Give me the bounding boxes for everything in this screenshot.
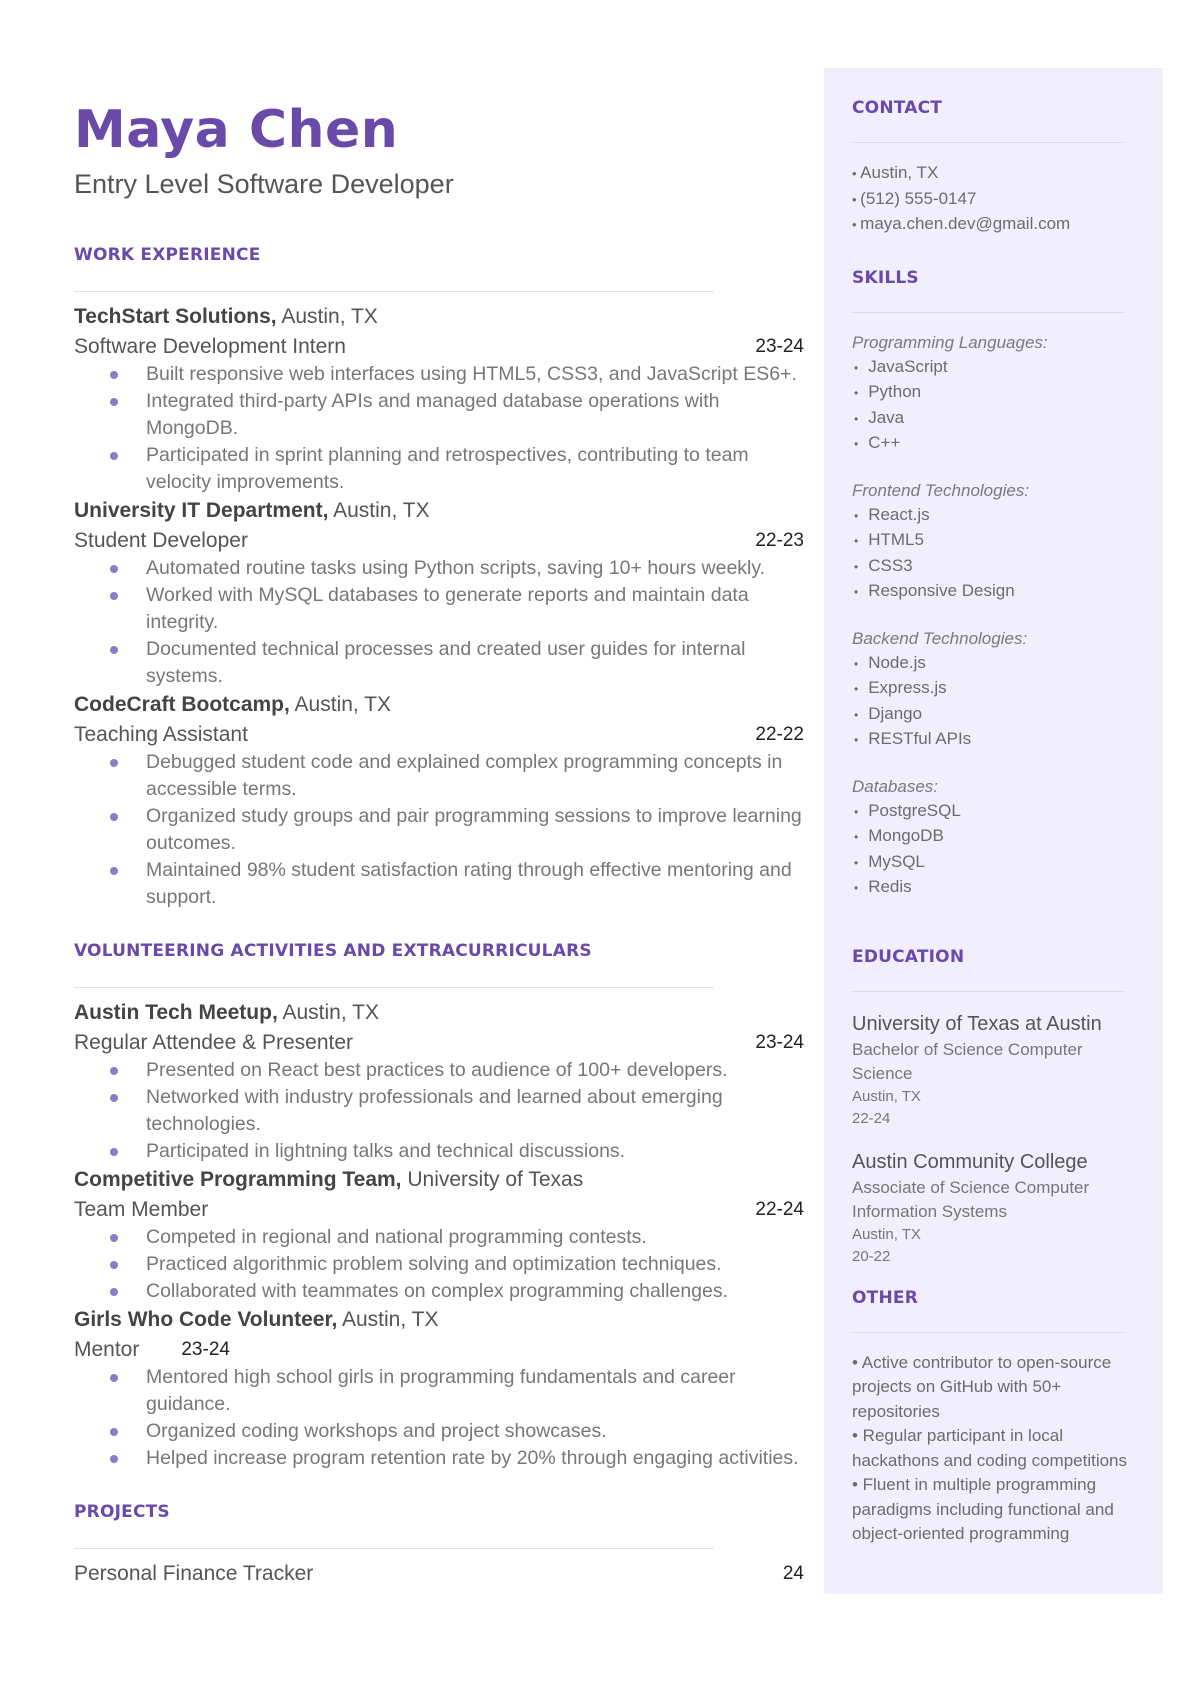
divider	[74, 987, 714, 988]
skill-item: • Redis	[852, 875, 1135, 901]
skill-group	[852, 775, 1135, 901]
divider	[852, 991, 1124, 992]
location: Austin, TX	[294, 693, 392, 716]
bullet-item: Participated in lightning talks and technical discussions.	[146, 1138, 804, 1165]
bullet-item: Practiced algorithmic problem solving and optimization techniques.	[146, 1251, 804, 1278]
organization: Austin Tech Meetup,	[74, 1001, 278, 1024]
date: 23-24	[755, 1032, 804, 1053]
bullet-list	[74, 749, 804, 911]
bullet-item: Helped increase program retention rate by 20% through engaging activities.	[146, 1445, 804, 1472]
date: 22-24	[755, 1199, 804, 1220]
bullet-item: Documented technical processes and created user guides for internal systems.	[146, 636, 804, 690]
section-title: WORK EXPERIENCE	[74, 245, 261, 265]
date: 22-22	[755, 724, 804, 745]
skill-item: • CSS3	[852, 554, 1135, 580]
role: Regular Attendee & Presenter	[74, 1031, 354, 1054]
divider	[852, 312, 1124, 313]
skill-category: Frontend Technologies:	[852, 480, 1030, 500]
work-entry	[74, 302, 804, 496]
bullet-item: Mentored high school girls in programming fundamentals and career guidance.	[146, 1364, 804, 1418]
other-item: • Active contributor to open-source projects on GitHub with 50+ repositories	[852, 1352, 1112, 1421]
bullet-item: Maintained 98% student satisfaction rating through effective mentoring and support.	[146, 857, 804, 911]
other-item: • Regular participant in local hackathons and coding competitions	[852, 1426, 1128, 1470]
section-title: CONTACT	[852, 98, 943, 118]
skill-item: • MongoDB	[852, 824, 1135, 850]
divider	[74, 1548, 714, 1549]
bullet-item: Automated routine tasks using Python scripts, saving 10+ hours weekly.	[146, 555, 804, 582]
skill-item: • Python	[852, 380, 1135, 406]
school-name: University of Texas at Austin	[852, 1012, 1102, 1035]
organization: CodeCraft Bootcamp,	[74, 693, 290, 716]
role: Student Developer	[74, 529, 248, 552]
divider	[852, 142, 1124, 143]
other-item: • Fluent in multiple programming paradigms including functional and object-oriented programming	[852, 1475, 1114, 1543]
main-column	[74, 243, 804, 1588]
skill-item: • PostgreSQL	[852, 799, 1135, 825]
education-section	[852, 945, 1135, 1268]
contact-email: • maya.chen.dev@gmail.com	[852, 212, 1135, 238]
date: 23-24	[755, 336, 804, 357]
organization: Competitive Programming Team,	[74, 1168, 402, 1191]
education-dates: 22-24	[852, 1109, 891, 1127]
work-experience-section	[74, 243, 804, 911]
skill-item: • JavaScript	[852, 355, 1135, 381]
volunteer-entry	[74, 1165, 804, 1305]
role: Software Development Intern	[74, 335, 346, 358]
volunteering-section	[74, 939, 804, 1472]
skill-category: Programming Languages:	[852, 332, 1048, 352]
organization: TechStart Solutions,	[74, 305, 277, 328]
degree: Bachelor of Science Computer Science	[852, 1039, 1083, 1083]
section-title: VOLUNTEERING ACTIVITIES AND EXTRACURRICULARS	[74, 941, 592, 961]
skill-item: • Java	[852, 406, 1135, 432]
role: Team Member	[74, 1198, 209, 1221]
bullet-item: Collaborated with teammates on complex programming challenges.	[146, 1278, 804, 1305]
sidebar	[824, 68, 1163, 1594]
section-title: SKILLS	[852, 267, 919, 288]
education-location: Austin, TX	[852, 1225, 921, 1243]
education-dates: 20-22	[852, 1247, 891, 1265]
skill-category: Databases:	[852, 776, 938, 796]
location: Austin, TX	[282, 1001, 379, 1024]
bullet-list	[74, 361, 804, 496]
section-title: OTHER	[852, 1287, 918, 1308]
education-location: Austin, TX	[852, 1087, 921, 1105]
location: Austin, TX	[333, 499, 430, 522]
skill-item: • MySQL	[852, 850, 1135, 876]
date: 24	[782, 1563, 804, 1584]
contact-phone: • (512) 555-0147	[852, 187, 1135, 213]
bullet-item: Integrated third-party APIs and managed database operations with MongoDB.	[146, 388, 804, 442]
candidate-name: Maya Chen	[74, 100, 399, 160]
organization: University IT Department,	[74, 499, 329, 522]
skill-item: • RESTful APIs	[852, 727, 1135, 753]
skill-item: • Django	[852, 702, 1135, 728]
date: 22-23	[755, 530, 804, 551]
section-title: PROJECTS	[74, 1502, 170, 1522]
skill-item: • HTML5	[852, 528, 1135, 554]
date: 23-24	[181, 1339, 230, 1360]
bullet-item: Participated in sprint planning and retrospectives, contributing to team velocity improvements.	[146, 442, 804, 496]
project-name: Personal Finance Tracker	[74, 1562, 314, 1585]
bullet-list	[74, 1057, 804, 1165]
bullet-item: Organized coding workshops and project showcases.	[146, 1418, 804, 1445]
education-entry	[852, 1010, 1135, 1130]
skill-group	[852, 479, 1135, 605]
bullet-item: Debugged student code and explained complex programming concepts in accessible terms.	[146, 749, 804, 803]
location: University of Texas	[407, 1168, 584, 1191]
work-entry	[74, 496, 804, 690]
school-name: Austin Community College	[852, 1150, 1088, 1173]
skill-group	[852, 627, 1135, 753]
degree: Associate of Science Computer Information Systems	[852, 1177, 1090, 1221]
bullet-item: Presented on React best practices to audience of 100+ developers.	[146, 1057, 804, 1084]
skill-item: • Express.js	[852, 676, 1135, 702]
candidate-title: Entry Level Software Developer	[74, 169, 454, 199]
skill-category: Backend Technologies:	[852, 628, 1028, 648]
bullet-item: Competed in regional and national programming contests.	[146, 1224, 804, 1251]
bullet-list	[74, 1224, 804, 1305]
bullet-item: Built responsive web interfaces using HTML5, CSS3, and JavaScript ES6+.	[146, 361, 804, 388]
contact-list	[852, 161, 1135, 238]
skill-item: • Responsive Design	[852, 579, 1135, 605]
projects-section	[74, 1500, 804, 1588]
bullet-list	[74, 1364, 804, 1472]
work-entry	[74, 690, 804, 911]
bullet-list	[74, 555, 804, 690]
volunteer-entry	[74, 1305, 804, 1472]
education-entry	[852, 1148, 1135, 1268]
contact-section	[852, 96, 1135, 238]
skill-item: • React.js	[852, 503, 1135, 529]
bullet-item: Organized study groups and pair programming sessions to improve learning outcomes.	[146, 803, 804, 857]
organization: Girls Who Code Volunteer,	[74, 1308, 338, 1331]
bullet-item: Networked with industry professionals and learned about emerging technologies.	[146, 1084, 804, 1138]
volunteer-entry	[74, 998, 804, 1165]
divider	[74, 291, 714, 292]
divider	[852, 1332, 1124, 1333]
location: Austin, TX	[342, 1308, 439, 1331]
location: Austin, TX	[281, 305, 378, 328]
contact-location: • Austin, TX	[852, 161, 1135, 187]
skill-item: • C++	[852, 431, 1135, 457]
skill-group	[852, 331, 1135, 457]
project-entry	[74, 1559, 804, 1588]
section-title: EDUCATION	[852, 946, 965, 967]
skills-section	[852, 266, 1135, 901]
other-section	[852, 1286, 1135, 1547]
role: Mentor	[74, 1338, 140, 1361]
bullet-item: Worked with MySQL databases to generate reports and maintain data integrity.	[146, 582, 804, 636]
role: Teaching Assistant	[74, 723, 248, 746]
skill-item: • Node.js	[852, 651, 1135, 677]
